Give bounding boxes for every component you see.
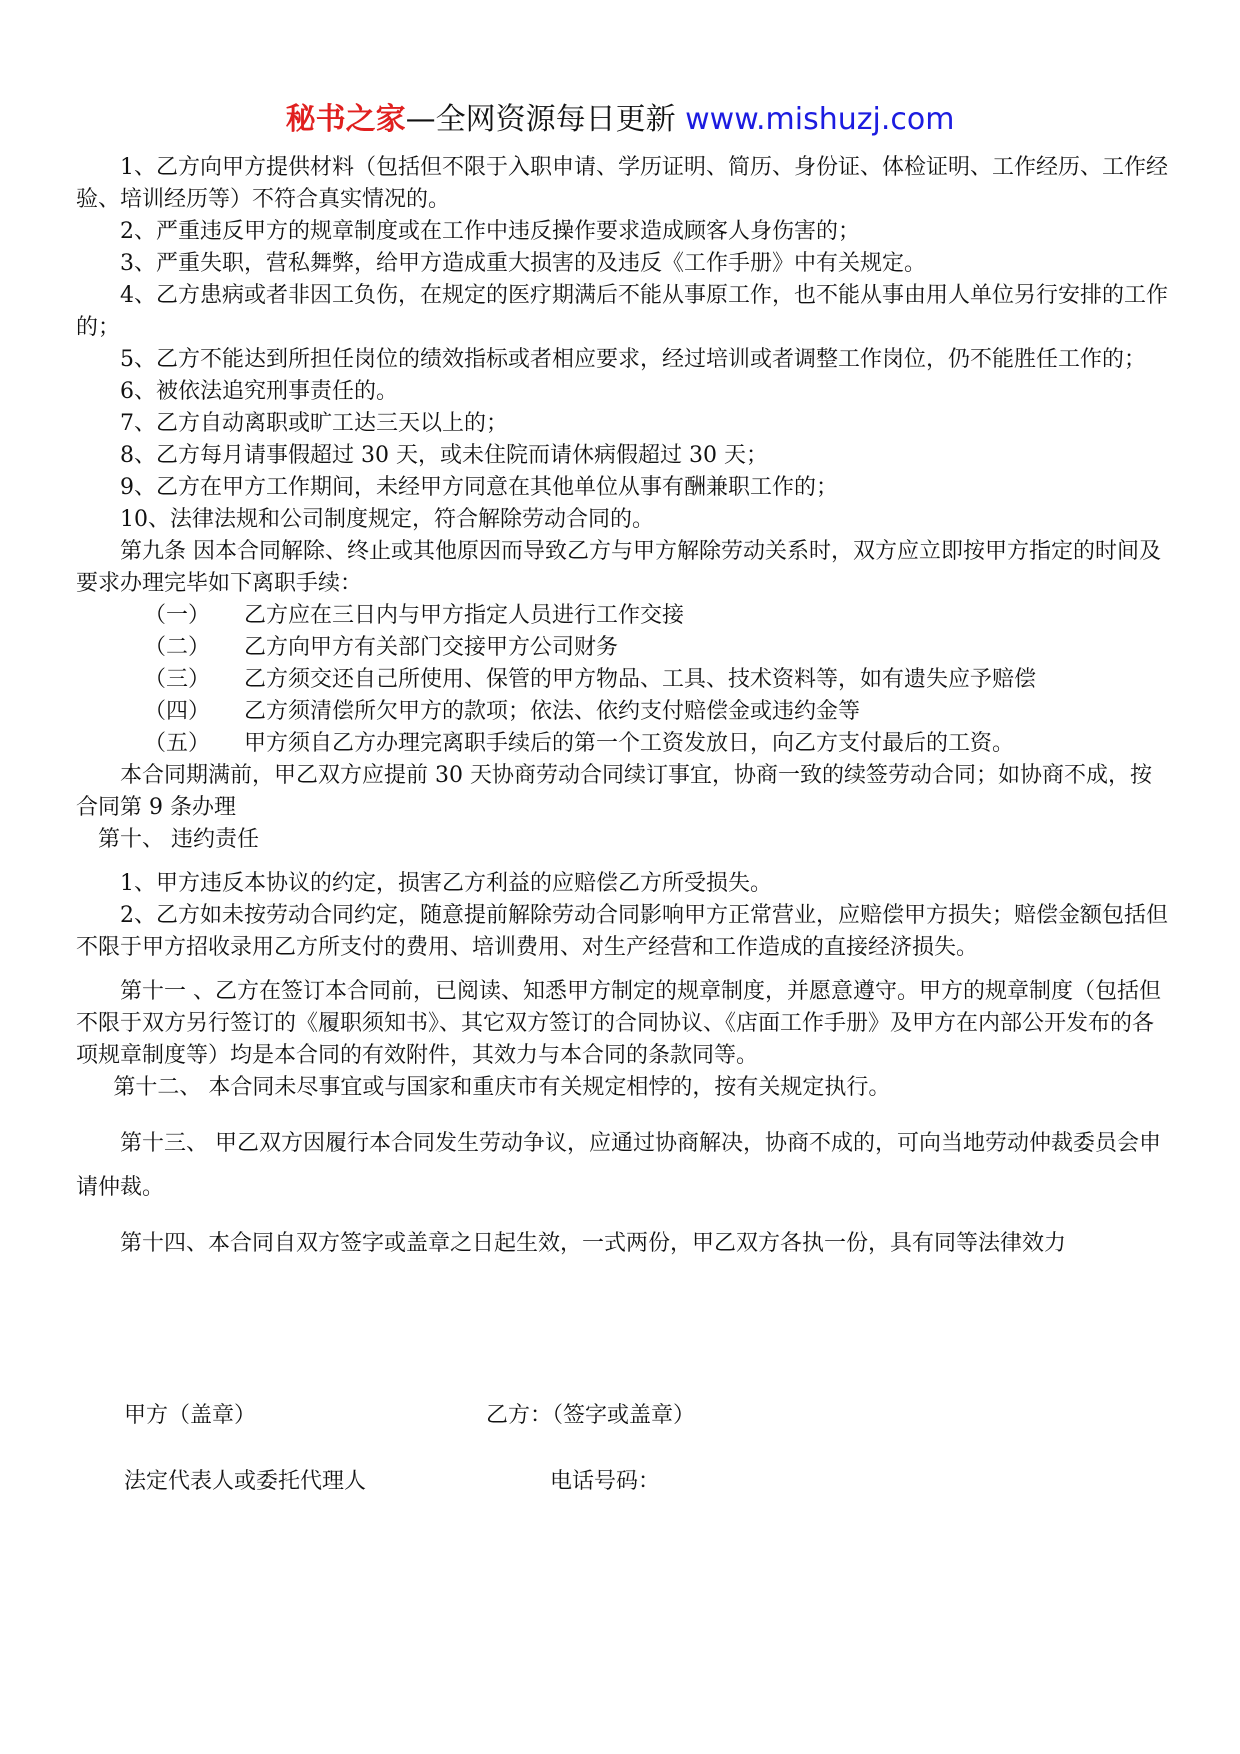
brand-name: 秘书之家 <box>285 102 406 137</box>
article-10-item-1: 1、甲方违反本协议的约定，损害乙方利益的应赔偿乙方所受损失。 <box>120 871 772 896</box>
procedure-item <box>76 600 1172 632</box>
clause-5: 5、乙方不能达到所担任岗位的绩效指标或者相应要求，经过培训或者调整工作岗位，仍不能胜任工作的； <box>120 347 1147 372</box>
procedure-number: （五） <box>144 731 211 756</box>
procedure-item <box>76 696 1172 728</box>
procedure-number: （三） <box>144 667 211 692</box>
procedure-number: （一） <box>144 603 211 628</box>
article-10-item-2: 2、乙方如未按劳动合同约定，随意提前解除劳动合同影响甲方正常营业，应赔偿甲方损失；赔偿金额包括但不限于甲方招收录用乙方所支付的费用、培训费用、对生产经营和工作造成的直接经济损失。 <box>76 903 1169 960</box>
procedure-text: 乙方向甲方有关部门交接甲方公司财务 <box>244 635 619 660</box>
representative-label: 法定代表人或委托代理人 <box>124 1469 367 1494</box>
procedure-number: （四） <box>144 699 211 724</box>
article-10-title: 第十、 违约责任 <box>98 827 259 852</box>
procedure-item <box>76 664 1172 696</box>
article-12: 第十二、 本合同未尽事宜或与国家和重庆市有关规定相悖的，按有关规定执行。 <box>113 1075 891 1100</box>
document-body <box>76 152 1172 1266</box>
party-a-seal-label: 甲方（盖章） <box>124 1403 257 1428</box>
clause-2: 2、严重违反甲方的规章制度或在工作中违反操作要求造成顾客人身伤害的； <box>120 219 860 244</box>
article-13: 第十三、 甲乙双方因履行本合同发生劳动争议，应通过协商解决，协商不成的，可向当地劳动仲裁委员会申请仲裁。 <box>76 1131 1161 1200</box>
party-b-sign-label: 乙方：（签字或盖章） <box>486 1403 696 1428</box>
phone-label: 电话号码： <box>550 1469 661 1494</box>
procedure-item <box>76 728 1172 760</box>
page-header <box>0 100 1240 140</box>
procedure-text: 乙方须交还自己所使用、保管的甲方物品、工具、技术资料等，如有遗失应予赔偿 <box>244 667 1037 692</box>
clause-1: 1、乙方向甲方提供材料（包括但不限于入职申请、学历证明、简历、身份证、体检证明、工作经历、工作经验、培训经历等）不符合真实情况的。 <box>76 155 1169 212</box>
procedure-text: 乙方应在三日内与甲方指定人员进行工作交接 <box>244 603 685 628</box>
article-9: 第九条 因本合同解除、终止或其他原因而导致乙方与甲方解除劳动关系时，双方应立即按甲方指定的时间及要求办理完毕如下离职手续： <box>76 539 1161 596</box>
procedure-text: 甲方须自乙方办理完离职手续后的第一个工资发放日，向乙方支付最后的工资。 <box>244 731 1015 756</box>
procedure-item <box>76 632 1172 664</box>
clause-8: 8、乙方每月请事假超过 30 天，或未住院而请休病假超过 30 天； <box>120 443 768 468</box>
clause-3: 3、严重失职，营私舞弊，给甲方造成重大损害的及违反《工作手册》中有关规定。 <box>120 251 926 276</box>
header-tagline: —全网资源每日更新 <box>405 102 676 137</box>
clause-7: 7、乙方自动离职或旷工达三天以上的； <box>120 411 508 436</box>
header-url: www.mishuzj.com <box>685 102 955 137</box>
clause-9: 9、乙方在甲方工作期间，未经甲方同意在其他单位从事有酬兼职工作的； <box>120 475 838 500</box>
clause-4: 4、乙方患病或者非因工负伤，在规定的医疗期满后不能从事原工作，也不能从事由用人单位另行安排的工作的； <box>76 283 1169 340</box>
clause-10: 10、法律法规和公司制度规定，符合解除劳动合同的。 <box>120 507 654 532</box>
renewal-clause: 本合同期满前，甲乙双方应提前 30 天协商劳动合同续订事宜，协商一致的续签劳动合同；如协商不成，按合同第 9 条办理 <box>76 763 1152 820</box>
clause-6: 6、被依法追究刑事责任的。 <box>120 379 398 404</box>
procedure-text: 乙方须清偿所欠甲方的款项；依法、依约支付赔偿金或违约金等 <box>244 699 861 724</box>
article-14: 第十四、本合同自双方签字或盖章之日起生效，一式两份，甲乙双方各执一份，具有同等法律效力 <box>120 1231 1067 1256</box>
article-11: 第十一 、乙方在签订本合同前，已阅读、知悉甲方制定的规章制度，并愿意遵守。甲方的规章制度（包括但不限于双方另行签订的《履职须知书》、其它双方签订的合同协议、《店面工作手册》及甲方在内部公开发布的各项规章制度等）均是本合同的有效附件，其效力与本合同的条款同等。 <box>76 979 1161 1068</box>
procedure-number: （二） <box>144 635 211 660</box>
